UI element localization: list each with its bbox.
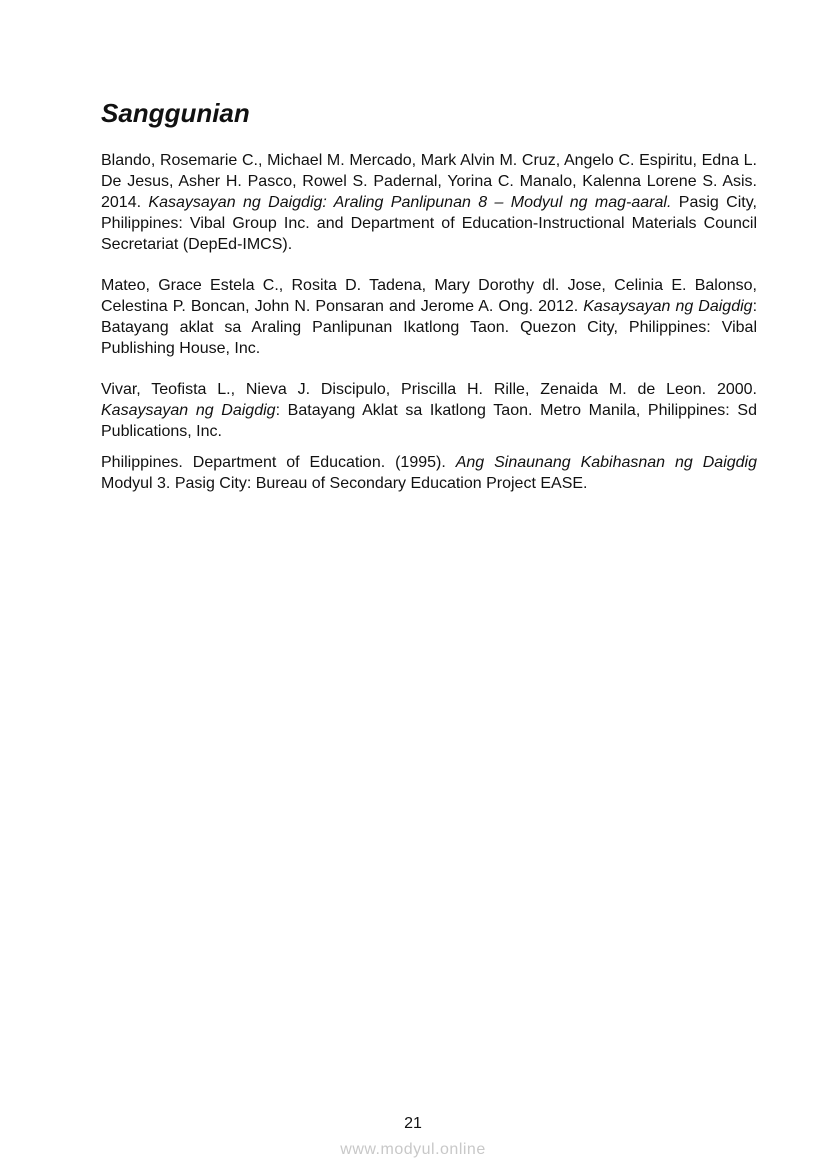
- reference-text: Modyul 3. Pasig City: Bureau of Secondary Education Project EASE.: [101, 475, 588, 492]
- reference-entry: [101, 150, 757, 255]
- reference-text: Pasig City, Philippines: Vibal Group Inc. and Department of Education-Instructional Materials Council Secretariat (DepEd-IMCS).: [101, 194, 757, 253]
- reference-title: Kasaysayan ng Daigdig: [583, 298, 753, 315]
- page-heading: Sanggunian: [101, 98, 250, 128]
- page-number: 21: [404, 1115, 422, 1132]
- reference-text: : Batayang Aklat sa Ikatlong Taon. Metro Manila, Philippines: Sd Publications, Inc.: [101, 402, 757, 440]
- reference-entry: [101, 379, 757, 442]
- reference-title: Ang Sinaunang Kabihasnan ng Daigdig: [455, 454, 757, 471]
- reference-text: Vivar, Teofista L., Nieva J. Discipulo, Priscilla H. Rille, Zenaida M. de Leon. 2000.: [101, 381, 757, 398]
- reference-entry: [101, 452, 757, 494]
- reference-title: Kasaysayan ng Daigdig: Araling Panlipunan 8 – Modyul ng mag-aaral.: [148, 194, 672, 211]
- watermark: www.modyul.online: [340, 1141, 486, 1158]
- reference-text: Philippines. Department of Education. (1995).: [101, 454, 456, 471]
- reference-text: Blando, Rosemarie C., Michael M. Mercado, Mark Alvin M. Cruz, Angelo C. Espiritu, Edna L. De Jesus, Asher H. Pasco, Rowel S. Padernal, Yorina C. Manalo, Kalenna Lorene S. Asis. 2014.: [101, 152, 757, 211]
- reference-text: : Batayang aklat sa Araling Panlipunan Ikatlong Taon. Quezon City, Philippines: Vibal Publishing House, Inc.: [101, 298, 758, 357]
- reference-entry: [101, 275, 757, 359]
- reference-text: Mateo, Grace Estela C., Rosita D. Tadena, Mary Dorothy dl. Jose, Celinia E. Balonso, Celestina P. Boncan, John N. Ponsaran and Jerome A. Ong. 2012.: [101, 277, 757, 315]
- reference-title: Kasaysayan ng Daigdig: [101, 402, 276, 419]
